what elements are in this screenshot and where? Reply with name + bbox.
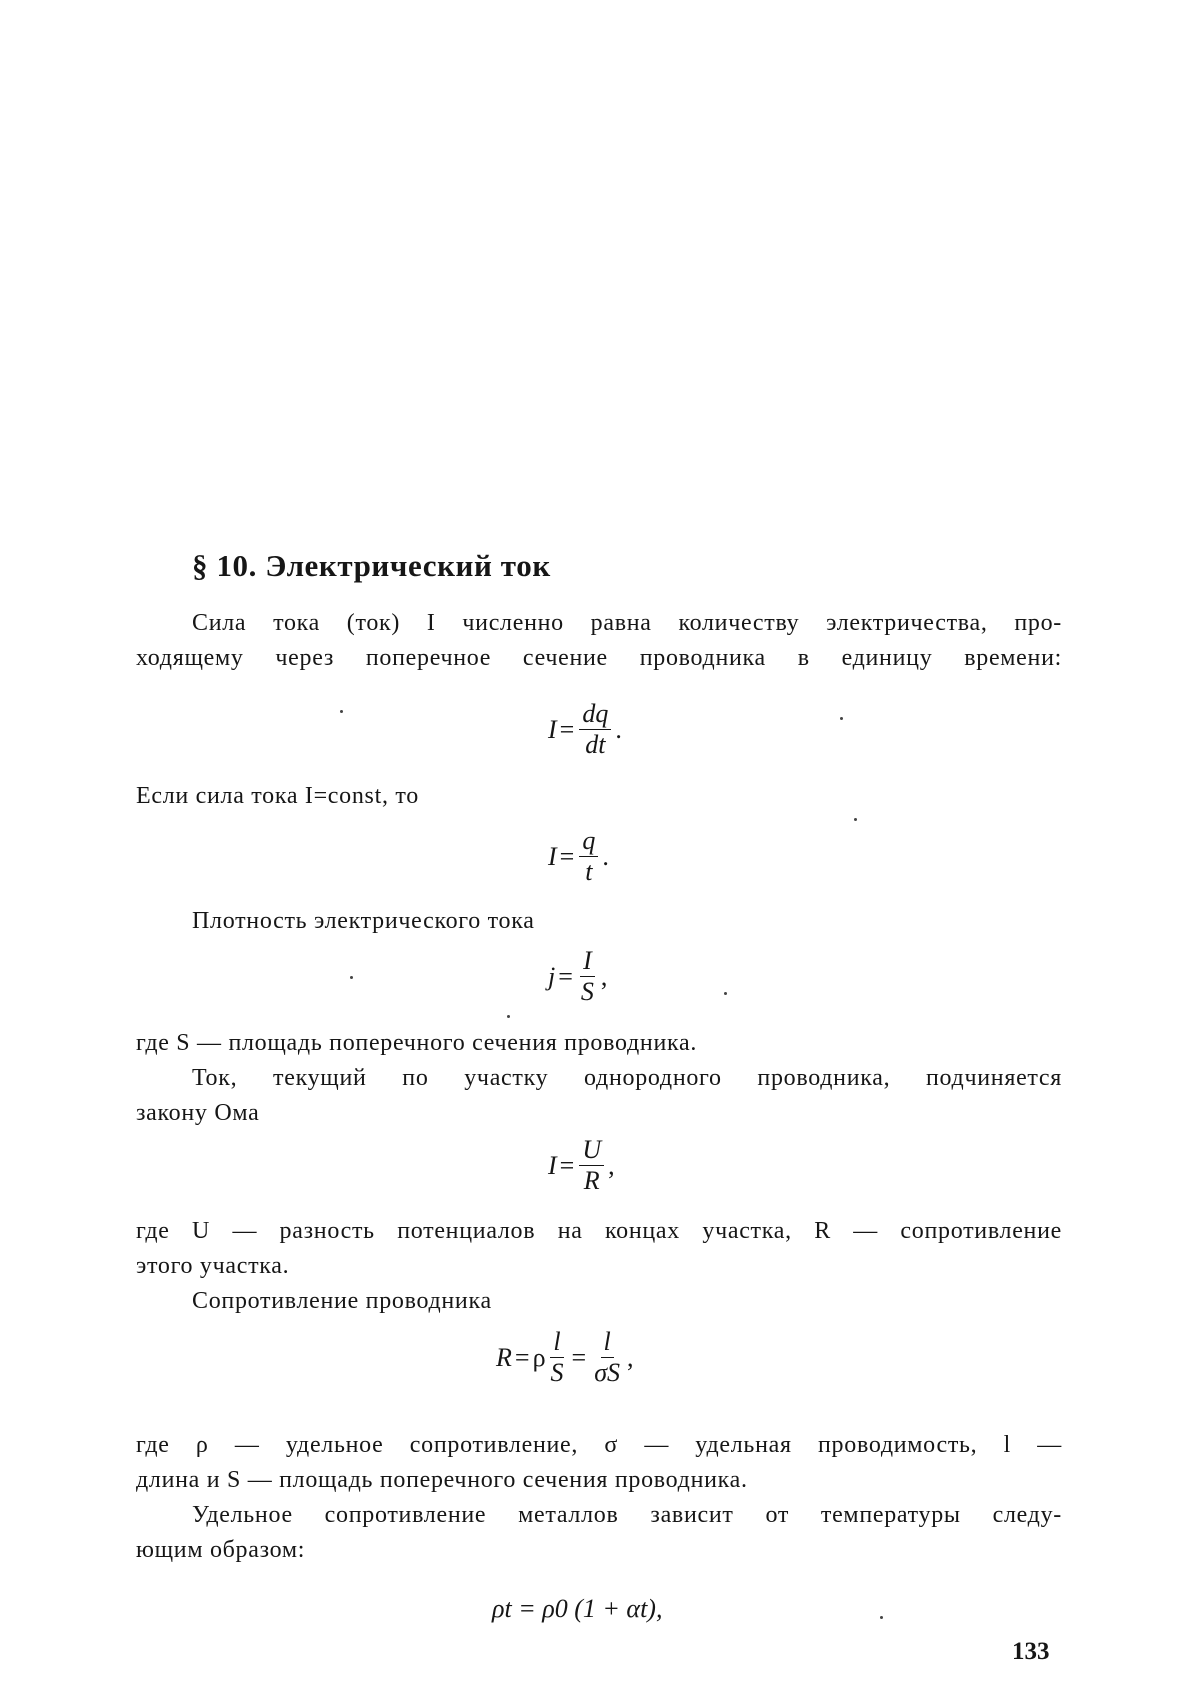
formula-equals: = xyxy=(559,1150,575,1180)
formula-lhs: I xyxy=(548,1150,557,1180)
paragraph-current-density: Плотность электрического тока xyxy=(192,908,535,934)
print-speck xyxy=(880,1616,883,1619)
paragraph-potential-line-2: этого участка. xyxy=(136,1253,290,1279)
print-speck xyxy=(854,818,857,821)
fraction-numerator: dq xyxy=(579,700,611,730)
paragraph-area-definition: где S — площадь поперечного сечения проводника. xyxy=(136,1030,698,1056)
print-speck xyxy=(507,1015,510,1018)
formula-equals-2: = xyxy=(571,1342,587,1372)
formula-equals: = xyxy=(558,961,573,991)
formula-lhs: I xyxy=(548,841,557,871)
formula-equals: = xyxy=(559,714,575,744)
fraction-denominator: σS xyxy=(594,1358,621,1387)
print-speck xyxy=(350,976,353,979)
paragraph-resistivity-line-1: где ρ — удельное сопротивление, σ — удельная проводимость, l — xyxy=(136,1432,1062,1458)
formula-lhs: R xyxy=(496,1342,512,1372)
fraction-denominator: R xyxy=(583,1166,600,1195)
formula-fraction-1 xyxy=(548,1328,567,1387)
fraction-numerator: l xyxy=(550,1328,563,1358)
paragraph-temperature-line-2: ющим образом: xyxy=(136,1537,306,1563)
page-number: 133 xyxy=(1012,1638,1050,1665)
formula-current-derivative xyxy=(548,700,622,759)
paragraph-current-line-1: Сила тока (ток) I численно равна количеству электричества, про- xyxy=(192,610,1062,636)
formula-equals: = xyxy=(514,1342,530,1372)
formula-rho: ρ xyxy=(532,1342,546,1372)
fraction-numerator: q xyxy=(579,827,598,857)
formula-punctuation: , xyxy=(608,1150,615,1180)
formula-resistivity-temperature: ρt = ρ0 (1 + αt), xyxy=(492,1594,663,1623)
fraction-numerator: U xyxy=(579,1136,604,1166)
paragraph-ohm-line-2: закону Ома xyxy=(136,1100,260,1126)
formula-punctuation: , xyxy=(600,961,608,991)
paragraph-ohm-line-1: Ток, текущий по участку однородного проводника, подчиняется xyxy=(192,1065,1062,1091)
formula-lhs: I xyxy=(548,714,557,744)
fraction-denominator: S xyxy=(550,1358,564,1387)
formula-fraction-2 xyxy=(591,1328,623,1387)
print-speck xyxy=(340,710,343,713)
fraction-denominator: t xyxy=(585,857,593,886)
paragraph-resistance: Сопротивление проводника xyxy=(192,1288,492,1314)
paragraph-current-line-2: ходящему через поперечное сечение проводника в единицу времени: xyxy=(136,645,1062,671)
formula-fraction xyxy=(579,827,598,886)
paragraph-resistivity-line-2: длина и S — площадь поперечного сечения проводника. xyxy=(136,1467,748,1493)
formula-punctuation: , xyxy=(627,1342,634,1372)
formula-fraction xyxy=(578,947,597,1006)
formula-fraction xyxy=(579,1136,604,1195)
fraction-numerator: l xyxy=(601,1328,614,1358)
formula-punctuation: . xyxy=(615,714,622,744)
fraction-numerator: I xyxy=(580,947,595,977)
formula-current-density xyxy=(548,947,607,1006)
paragraph-constant-current: Если сила тока I=const, то xyxy=(136,783,419,809)
paragraph-temperature-line-1: Удельное сопротивление металлов зависит от температуры следу- xyxy=(192,1502,1062,1528)
formula-resistance xyxy=(496,1328,634,1387)
formula-fraction xyxy=(579,700,611,759)
fraction-denominator: S xyxy=(580,977,594,1006)
formula-punctuation: . xyxy=(602,841,609,871)
fraction-denominator: dt xyxy=(585,730,606,759)
print-speck xyxy=(724,992,727,995)
formula-ohms-law xyxy=(548,1136,615,1195)
formula-equals: = xyxy=(559,841,575,871)
section-heading: § 10. Электрический ток xyxy=(192,548,551,583)
formula-lhs: j xyxy=(548,961,556,991)
paragraph-potential-line-1: где U — разность потенциалов на концах участка, R — сопротивление xyxy=(136,1218,1062,1244)
print-speck xyxy=(840,717,843,720)
formula-current-constant xyxy=(548,827,609,886)
